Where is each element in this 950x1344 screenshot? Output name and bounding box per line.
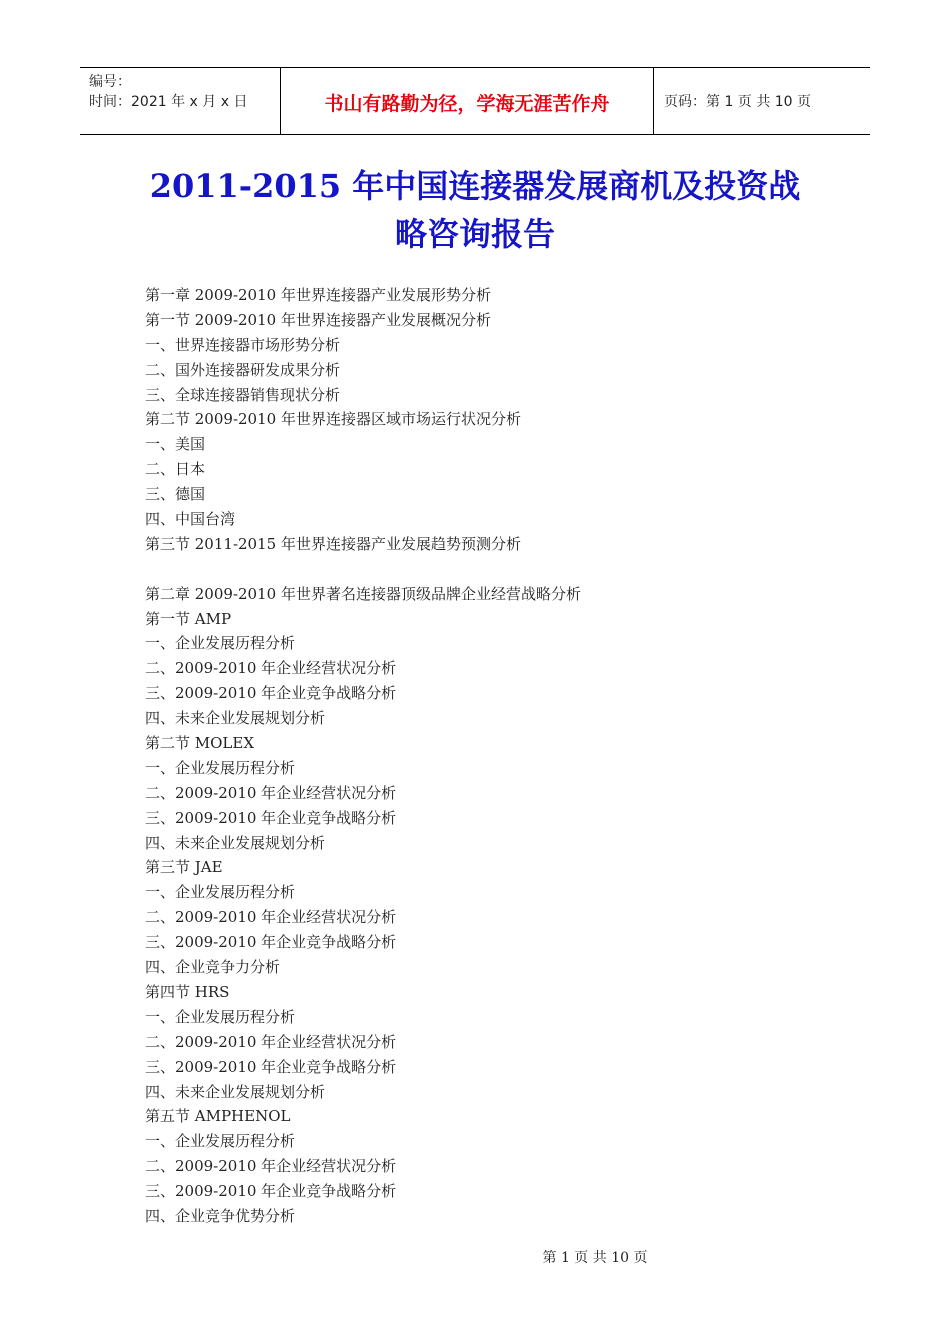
toc-line: 二、国外连接器研发成果分析 — [145, 360, 341, 379]
header-page-label: 页码：第 1 页 共 10 页 — [664, 94, 811, 110]
toc-line: 二、日本 — [145, 460, 206, 479]
toc-line: 四、企业竞争优势分析 — [145, 1206, 296, 1225]
document-time-label: 时间：2021 年 x 月 x 日 — [89, 94, 248, 110]
toc-line: 一、企业发展历程分析 — [145, 883, 296, 902]
toc-line: 二、2009-2010 年企业经营状况分析 — [145, 783, 397, 802]
toc-line: 第一章 2009-2010 年世界连接器产业发展形势分析 — [145, 286, 491, 304]
toc-line: 第一节 2009-2010 年世界连接器产业发展概况分析 — [145, 310, 491, 329]
toc-line: 一、企业发展历程分析 — [145, 758, 296, 777]
footer-page-number: 第 1 页 共 10 页 — [542, 1250, 648, 1266]
toc-line: 二、2009-2010 年企业经营状况分析 — [145, 1032, 397, 1051]
toc-line: 一、美国 — [145, 435, 206, 454]
toc-line: 第三节 JAE — [145, 858, 223, 877]
toc-line: 一、企业发展历程分析 — [145, 634, 296, 653]
document-title-line-1: 2011-2015 年中国连接器发展商机及投资战 — [149, 167, 801, 205]
toc-line: 二、2009-2010 年企业经营状况分析 — [145, 659, 397, 678]
table-of-contents — [145, 283, 845, 1229]
page-footer — [0, 1247, 950, 1267]
toc-line: 三、2009-2010 年企业竞争战略分析 — [145, 1182, 397, 1201]
header-right-cell — [654, 68, 870, 134]
toc-line: 三、德国 — [145, 485, 206, 504]
toc-line: 一、企业发展历程分析 — [145, 1007, 296, 1026]
toc-line: 第四节 HRS — [145, 982, 230, 1001]
document-header-table — [80, 67, 870, 135]
toc-line: 三、全球连接器销售现状分析 — [145, 385, 341, 404]
header-left-cell — [80, 68, 281, 134]
toc-spacer — [145, 557, 845, 582]
header-motto: 书山有路勤为径，学海无涯苦作舟 — [324, 92, 610, 115]
toc-line: 第三节 2011-2015 年世界连接器产业发展趋势预测分析 — [145, 534, 521, 553]
document-number-label: 编号： — [89, 74, 131, 90]
toc-line: 三、2009-2010 年企业竞争战略分析 — [145, 933, 397, 952]
toc-line: 二、2009-2010 年企业经营状况分析 — [145, 908, 397, 927]
toc-line: 四、未来企业发展规划分析 — [145, 833, 326, 852]
toc-line: 第二节 2009-2010 年世界连接器区域市场运行状况分析 — [145, 410, 521, 429]
toc-line: 第一节 AMP — [145, 609, 232, 628]
toc-line: 四、中国台湾 — [145, 510, 236, 529]
toc-line: 一、企业发展历程分析 — [145, 1132, 296, 1151]
toc-line: 三、2009-2010 年企业竞争战略分析 — [145, 1057, 397, 1076]
document-title — [100, 162, 850, 258]
toc-line: 四、未来企业发展规划分析 — [145, 1082, 326, 1101]
toc-line: 一、世界连接器市场形势分析 — [145, 335, 341, 354]
toc-line: 第二章 2009-2010 年世界著名连接器顶级品牌企业经营战略分析 — [145, 584, 581, 603]
toc-line: 三、2009-2010 年企业竞争战略分析 — [145, 684, 397, 703]
toc-line: 第五节 AMPHENOL — [145, 1107, 291, 1126]
toc-line: 第二节 MOLEX — [145, 734, 255, 753]
toc-line: 二、2009-2010 年企业经营状况分析 — [145, 1157, 397, 1176]
toc-line: 四、企业竞争力分析 — [145, 958, 281, 977]
header-motto-cell — [281, 68, 654, 134]
toc-line: 三、2009-2010 年企业竞争战略分析 — [145, 808, 397, 827]
document-title-line-2: 略咨询报告 — [394, 215, 555, 253]
toc-line: 四、未来企业发展规划分析 — [145, 709, 326, 728]
